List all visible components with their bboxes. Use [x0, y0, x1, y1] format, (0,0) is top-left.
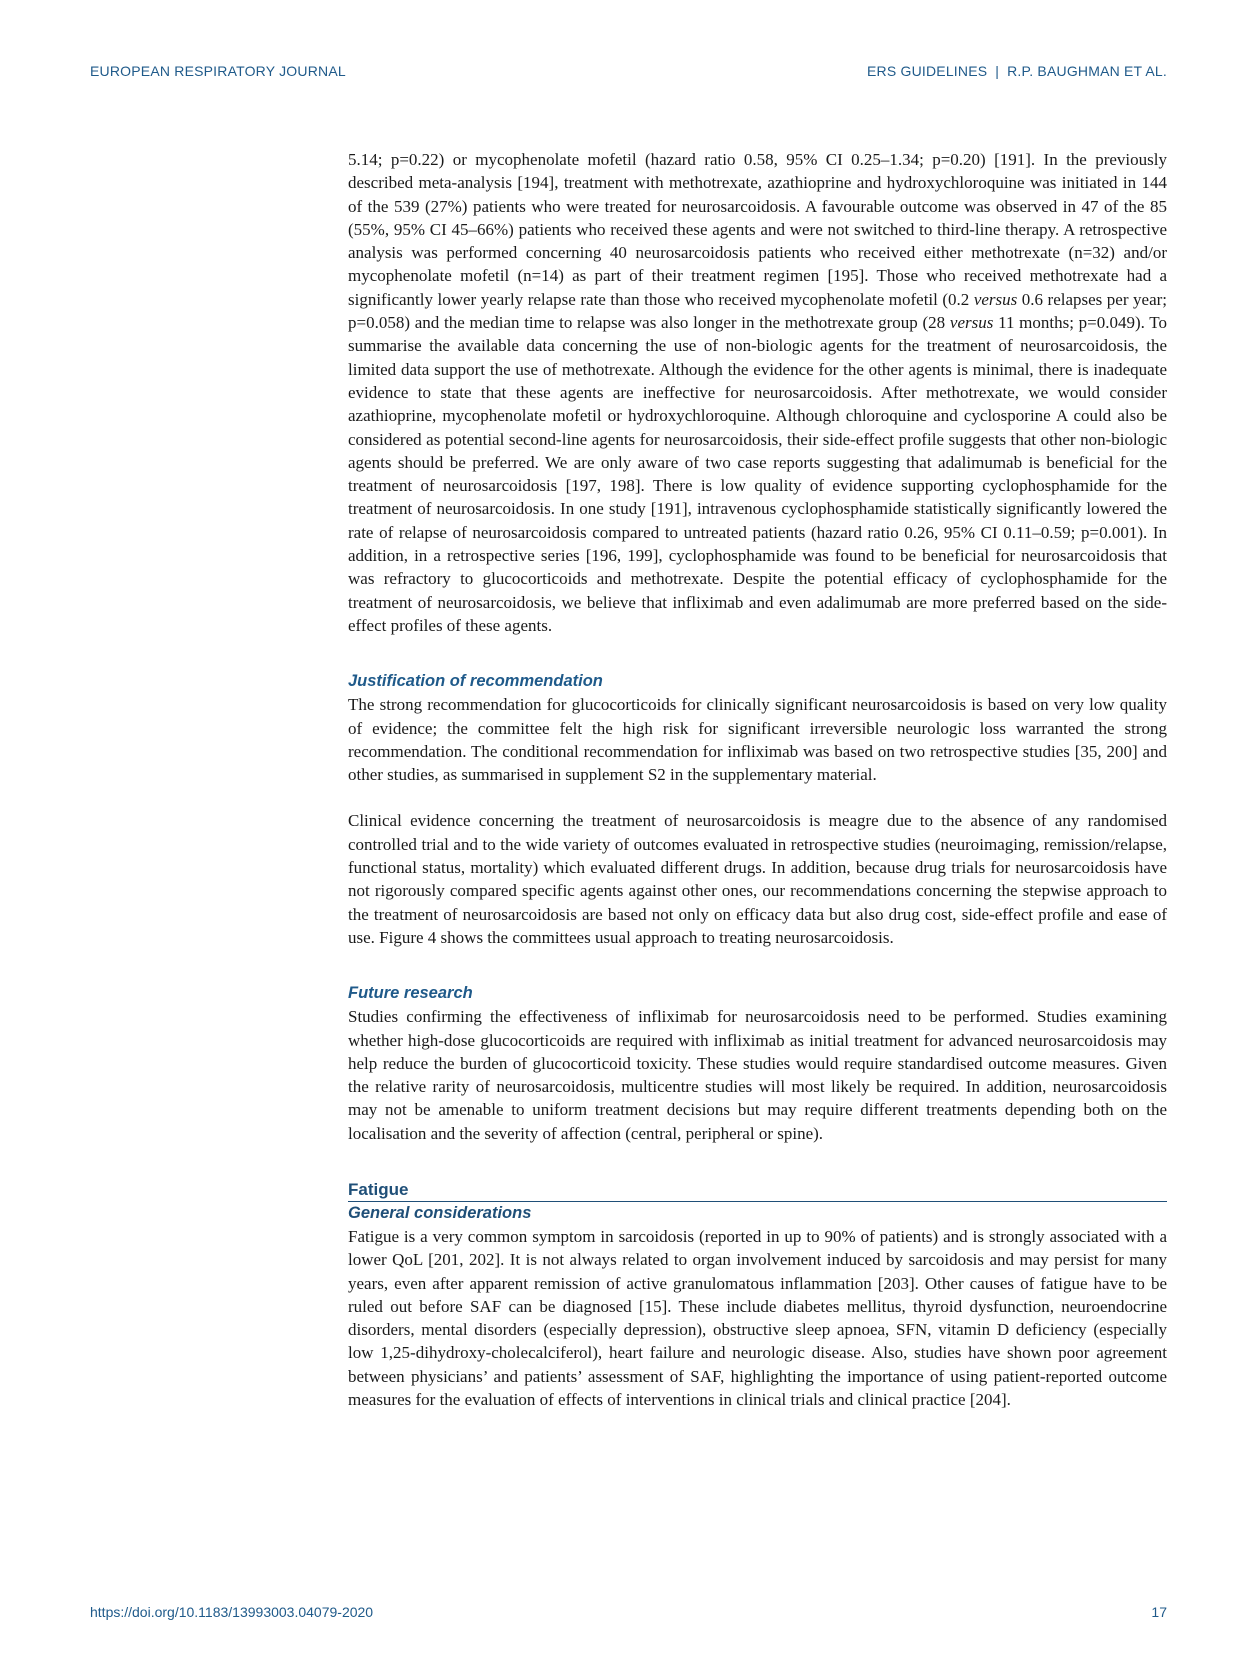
future-research-heading: Future research	[348, 984, 473, 1003]
fatigue-section-heading: Fatigue	[348, 1178, 1167, 1202]
article-body	[348, 148, 1167, 1411]
section-label: ERS GUIDELINES	[867, 63, 988, 79]
paragraph-clinical-evidence: Clinical evidence concerning the treatment of neurosarcoidosis is meagre due to the absence of any randomised controlled trial and to the wide variety of outcomes evaluated in retrospective studies (neuroimaging, remission/relapse, functional status, mortality) which evaluated different drugs. In addition, because drug trials for neurosarcoidosis have not rigorously compared specific agents against other ones, our recommendations concerning the stepwise approach to the treatment of neurosarcoidosis are based not only on efficacy data but also drug cost, side-effect profile and ease of use. Figure 4 shows the committees usual approach to treating neurosarcoidosis.	[348, 811, 1167, 947]
italic-versus: versus	[973, 289, 1018, 309]
general-considerations-heading: General considerations	[348, 1203, 532, 1222]
paragraph-future-research: Studies confirming the effectiveness of infliximab for neurosarcoidosis need to be performed. Studies examining whether high-dose glucocorticoids are required with infliximab as initial treatment for advanced neurosarcoidosis may help reduce the burden of glucocorticoid toxicity. These studies would require standardised outcome measures. Given the relative rarity of neurosarcoidosis, multicentre studies will most likely be required. In addition, neurosarcoidosis may not be amenable to uniform treatment decisions but may require different treatments depending both on the localisation and the severity of affection (central, peripheral or spine).	[348, 1007, 1167, 1143]
paragraph-fatigue: Fatigue is a very common symptom in sarcoidosis (reported in up to 90% of patients) and is strongly associated with a lower QoL [201, 202]. It is not always related to organ involvement induced by sarcoidosis and may persist for many years, even after apparent remission of active granulomatous inflammation [203]. Other causes of fatigue have to be ruled out before SAF can be diagnosed [15]. These include diabetes mellitus, thyroid dysfunction, neuroendocrine disorders, mental disorders (especially depression), obstructive sleep apnoea, SFN, vitamin D deficiency (especially low 1,25-dihydroxy-cholecalciferol), heart failure and neurologic disease. Also, studies have shown poor agreement between physicians’ and patients’ assessment of SAF, highlighting the importance of using patient-reported outcome measures for the evaluation of effects of interventions in clinical trials and clinical practice [204].	[348, 1226, 1167, 1410]
text-run: 11 months; p=0.049). To summarise the available data concerning the use of non-biologic agents for the treatment of neurosarcoidosis, the limited data support the use of methotrexate. Although the evidence for the other agents is minimal, there is inadequate evidence to state that these agents are ineffective for neurosarcoidosis. After methotrexate, we would consider azathioprine, mycophenolate mofetil or hydroxychloroquine. Although chloroquine and cyclosporine A could also be considered as potential second-line agents for neurosarcoidosis, their side-effect profile suggests that other non-biologic agents should be preferred. We are only aware of two case reports suggesting that adalimumab is beneficial for the treatment of neurosarcoidosis [197, 198]. There is low quality of evidence supporting cyclophosphamide for the treatment of neurosarcoidosis. In one study [191], intravenous cyclophosphamide statistically significantly lowered the rate of relapse of neurosarcoidosis compared to untreated patients (hazard ratio 0.26, 95% CI 0.11–0.59; p=0.001). In addition, in a retrospective series [196, 199], cyclophosphamide was found to be beneficial for neurosarcoidosis that was refractory to glucocorticoids and methotrexate. Despite the potential efficacy of cyclophosphamide for the treatment of neurosarcoidosis, we believe that infliximab and even adalimumab are more preferred based on the side-effect profiles of these agents.	[348, 313, 1167, 635]
running-head-right	[867, 63, 1167, 79]
paragraph-nonbiologic-agents	[348, 148, 1167, 637]
paragraph-justification: The strong recommendation for glucocorticoids for clinically significant neurosarcoidosis is based on very low quality of evidence; the committee felt the high risk for significant irreversible neurologic loss warranted the strong recommendation. The conditional recommendation for infliximab was based on two retrospective studies [35, 200] and other studies, as summarised in supplement S2 in the supplementary material.	[348, 695, 1167, 785]
journal-title: EUROPEAN RESPIRATORY JOURNAL	[90, 63, 346, 79]
header-separator: |	[995, 63, 1000, 79]
italic-versus: versus	[949, 313, 994, 333]
doi-link[interactable]: https://doi.org/10.1183/13993003.04079-2020	[90, 1604, 374, 1620]
justification-heading: Justification of recommendation	[348, 672, 603, 691]
text-run: 5.14; p=0.22) or mycophenolate mofetil (hazard ratio 0.58, 95% CI 0.25–1.34; p=0.20) [191]. In the previously described meta-analysis [194], treatment with methotrexate, azathioprine and hydroxychloroquine was initiated in 144 of the 539 (27%) patients who were treated for neurosarcoidosis. A favourable outcome was observed in 47 of the 85 (55%, 95% CI 45–66%) patients who received these agents and were not switched to third-line therapy. A retrospective analysis was performed concerning 40 neurosarcoidosis patients who received either methotrexate (n=32) and/or mycophenolate mofetil (n=14) as part of their treatment regimen [195]. Those who received methotrexate had a significantly lower yearly relapse rate than those who received mycophenolate mofetil (0.2	[348, 150, 1167, 309]
text-run: 0.6 relapses per year; p=0.058) and the median time to relapse was also longer in the methotrexate group (28	[348, 289, 1168, 333]
authors-label: R.P. BAUGHMAN ET AL.	[1007, 63, 1167, 79]
page-number: 17	[1151, 1604, 1167, 1620]
